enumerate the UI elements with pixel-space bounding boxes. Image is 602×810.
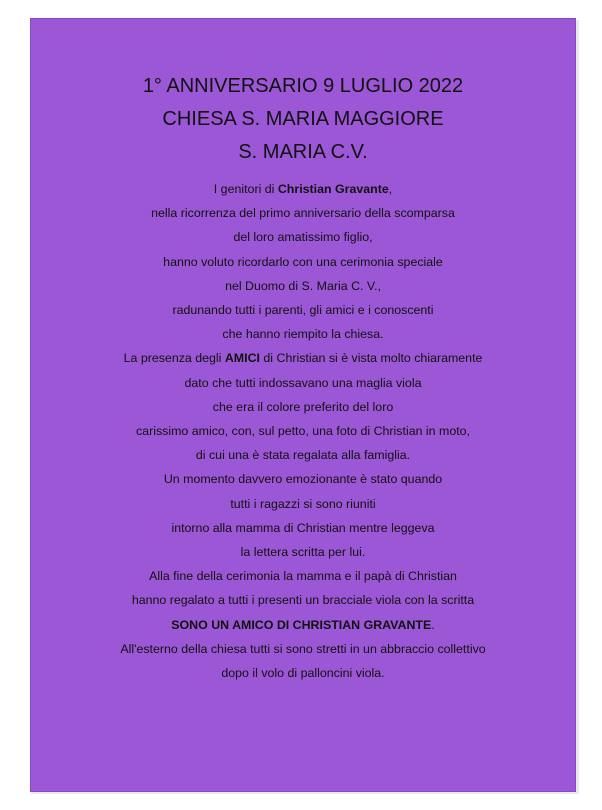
body-line: che era il colore preferito del loro: [212, 399, 394, 414]
name-highlight: Christian Gravante: [277, 182, 389, 196]
body-line: radunando tutti i parenti, gli amici e i conoscenti: [172, 303, 434, 318]
bracelet-inscription: SONO UN AMICO DI CHRISTIAN GRAVANTE: [171, 617, 432, 632]
body-line: [31, 346, 575, 370]
body-line: Alla fine della cerimonia la mamma e il papà di Christian: [149, 569, 457, 584]
announcement-body: [31, 177, 575, 685]
body-text: La presenza degli: [123, 351, 225, 366]
body-line: dato che tutti indossavano una maglia viola: [184, 375, 422, 390]
body-line: [31, 613, 575, 637]
body-line: Un momento davvero emozionante è stato quando: [163, 472, 443, 487]
body-line: del loro amatissimo figlio,: [233, 230, 373, 245]
body-line: [31, 177, 575, 201]
announcement-panel: [30, 18, 576, 792]
body-text: ,: [388, 182, 393, 196]
body-line: All'esterno della chiesa tutti si sono stretti in un abbraccio collettivo: [120, 641, 486, 656]
body-line: hanno voluto ricordarlo con una cerimonia speciale: [163, 254, 443, 269]
body-text: .: [431, 617, 435, 632]
body-line: la lettera scritta per lui.: [240, 545, 366, 560]
body-line: di cui una è stata regalata alla famiglia.: [195, 448, 411, 463]
body-line: tutti i ragazzi si sono riuniti: [230, 496, 376, 511]
body-line: nel Duomo di S. Maria C. V.,: [225, 278, 381, 293]
body-text: di Christian si è vista molto chiaramente: [259, 351, 483, 366]
body-text: I genitori di: [213, 182, 278, 196]
heading-line-church: CHIESA S. MARIA MAGGIORE: [162, 108, 444, 130]
body-line: dopo il volo di palloncini viola.: [221, 666, 385, 681]
body-line: intorno alla mamma di Christian mentre leggeva: [171, 520, 435, 535]
body-line: nella ricorrenza del primo anniversario della scomparsa: [151, 206, 455, 221]
amici-highlight: AMICI: [224, 351, 260, 366]
body-line: hanno regalato a tutti i presenti un bracciale viola con la scritta: [131, 593, 475, 608]
body-line: che hanno riempito la chiesa.: [222, 327, 384, 342]
body-line: carissimo amico, con, sul petto, una foto di Christian in moto,: [135, 424, 470, 439]
heading: [31, 70, 575, 169]
heading-line-date: 1° ANNIVERSARIO 9 LUGLIO 2022: [142, 75, 464, 97]
heading-line-town: S. MARIA C.V.: [238, 141, 368, 163]
